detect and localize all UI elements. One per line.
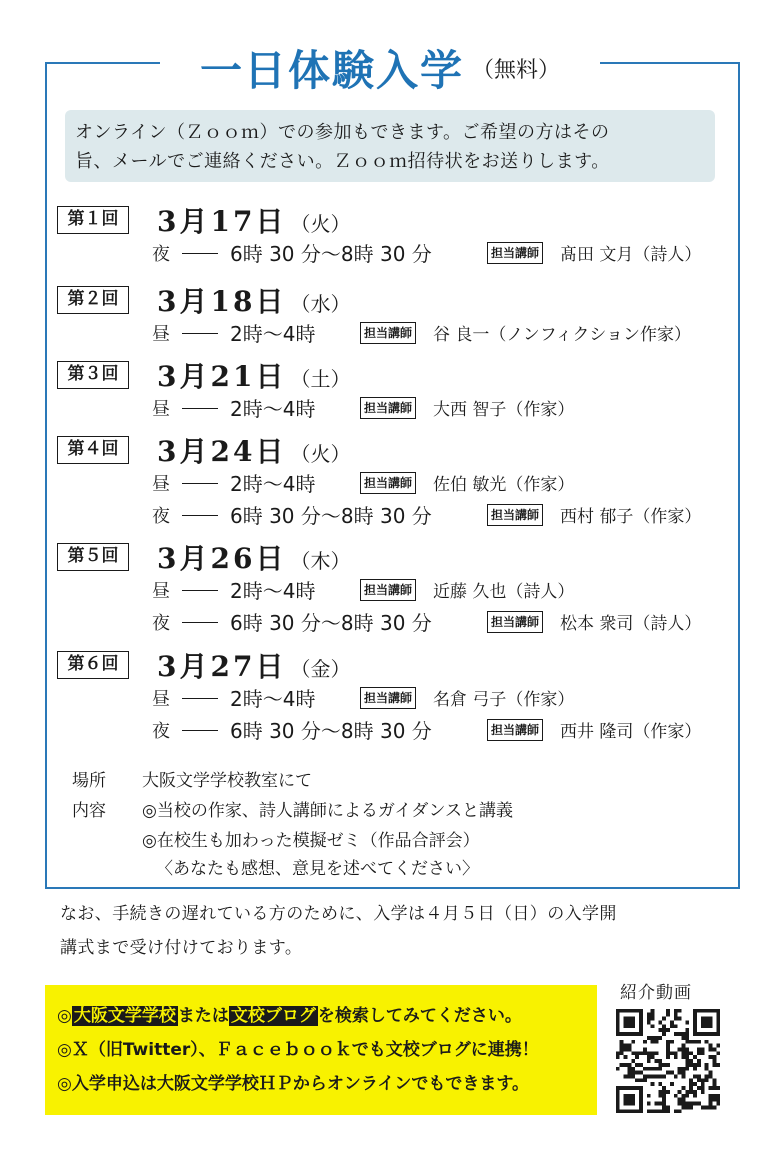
title-main: 一日体験入学 bbox=[199, 46, 464, 95]
session-item bbox=[57, 645, 737, 747]
notice-line-1: オンライン（Ｚｏｏｍ）での参加もできます。ご希望の方はその bbox=[75, 122, 610, 143]
notice-line-2: 旨、メールでご連絡ください。Ｚｏｏｍ招待状をお送りします。 bbox=[75, 151, 610, 172]
content-label: 内容 bbox=[72, 801, 106, 821]
session-weekday: （木） bbox=[290, 549, 351, 573]
time-dash bbox=[182, 698, 218, 699]
time-range: 6時 30 分〜8時 30 分 bbox=[230, 242, 432, 266]
time-period: 夜 bbox=[152, 721, 170, 742]
note-line-2: 講式まで受け付けております。 bbox=[60, 938, 303, 958]
lecturer-name: 谷 良一（ノンフィクション作家） bbox=[433, 325, 692, 345]
promo-line-2: ◎Ｘ（旧Twitter）、Ｆａｃｅｂｏｏｋでも文校ブログに連携！ bbox=[57, 1040, 539, 1060]
lecturer-name: 近藤 久也（詩人） bbox=[433, 582, 575, 602]
session-weekday: （火） bbox=[290, 442, 351, 466]
session-weekday: （水） bbox=[290, 292, 351, 316]
promo-suffix: を検索してみてください。 bbox=[317, 1006, 522, 1026]
qr-label: 紹介動画 bbox=[620, 983, 692, 1003]
session-time-row bbox=[57, 683, 737, 715]
time-dash bbox=[182, 590, 218, 591]
session-header bbox=[57, 537, 737, 575]
time-dash bbox=[182, 483, 218, 484]
session-weekday: （金） bbox=[290, 657, 351, 681]
lecturer-name: 佐伯 敏光（作家） bbox=[433, 475, 575, 495]
session-weekday: （火） bbox=[290, 212, 351, 236]
session-item bbox=[57, 280, 737, 350]
lecturer-name: 大西 智子（作家） bbox=[433, 400, 575, 420]
time-dash bbox=[182, 515, 218, 516]
session-date bbox=[157, 645, 350, 685]
promo-connector: または bbox=[177, 1006, 229, 1026]
time-range: 2時〜4時 bbox=[230, 472, 316, 496]
time-period: 昼 bbox=[152, 324, 170, 345]
lecturer-name: 松本 衆司（詩人） bbox=[560, 614, 702, 634]
session-date bbox=[157, 280, 350, 320]
session-date-text: 3月24日 bbox=[157, 435, 287, 468]
lecturer-tag: 担当講師 bbox=[360, 687, 416, 709]
time-period: 昼 bbox=[152, 399, 170, 420]
promo-bullet: ◎ bbox=[57, 1006, 72, 1026]
session-date-text: 3月26日 bbox=[157, 542, 287, 575]
session-time-row bbox=[57, 500, 737, 532]
time-period: 昼 bbox=[152, 689, 170, 710]
time-range: 6時 30 分〜8時 30 分 bbox=[230, 504, 432, 528]
session-item bbox=[57, 355, 737, 425]
lecturer-tag: 担当講師 bbox=[487, 719, 543, 741]
session-time-row bbox=[57, 575, 737, 607]
session-number-badge: 第４回 bbox=[57, 436, 129, 464]
lecturer-tag: 担当講師 bbox=[360, 322, 416, 344]
content-line-1: ◎当校の作家、詩人講師によるガイダンスと講義 bbox=[142, 801, 513, 821]
lecturer-name: 西村 郁子（作家） bbox=[560, 507, 702, 527]
session-number-badge: 第２回 bbox=[57, 286, 129, 314]
promo-box bbox=[45, 985, 597, 1115]
time-period: 夜 bbox=[152, 613, 170, 634]
session-date-text: 3月17日 bbox=[157, 205, 287, 238]
session-header bbox=[57, 645, 737, 683]
session-number-badge: 第５回 bbox=[57, 543, 129, 571]
session-time-row bbox=[57, 468, 737, 500]
time-range: 6時 30 分〜8時 30 分 bbox=[230, 719, 432, 743]
qr-code-icon[interactable] bbox=[612, 1005, 724, 1121]
time-dash bbox=[182, 730, 218, 731]
search-term-blog: 文校ブログ bbox=[230, 1006, 316, 1026]
session-header bbox=[57, 200, 737, 238]
time-range: 2時〜4時 bbox=[230, 579, 316, 603]
lecturer-tag: 担当講師 bbox=[487, 242, 543, 264]
event-info bbox=[72, 766, 732, 884]
promo-line-3: ◎入学申込は大阪文学学校ＨＰからオンラインでもできます。 bbox=[57, 1074, 529, 1094]
session-date-text: 3月27日 bbox=[157, 650, 287, 683]
time-period: 昼 bbox=[152, 474, 170, 495]
content-line-2: ◎在校生も加わった模擬ゼミ（作品合評会） bbox=[142, 831, 480, 851]
time-dash bbox=[182, 333, 218, 334]
session-item bbox=[57, 200, 737, 270]
time-dash bbox=[182, 622, 218, 623]
time-range: 6時 30 分〜8時 30 分 bbox=[230, 611, 432, 635]
session-header bbox=[57, 280, 737, 318]
session-header bbox=[57, 430, 737, 468]
session-date bbox=[157, 430, 350, 470]
session-time-row bbox=[57, 318, 737, 350]
session-date bbox=[157, 537, 350, 577]
session-item bbox=[57, 430, 737, 532]
lecturer-name: 名倉 弓子（作家） bbox=[433, 690, 575, 710]
session-number-badge: 第３回 bbox=[57, 361, 129, 389]
session-number-badge: 第１回 bbox=[57, 206, 129, 234]
session-item bbox=[57, 537, 737, 639]
content-line-3: 〈あなたも感想、意見を述べてください〉 bbox=[156, 859, 479, 879]
session-date-text: 3月18日 bbox=[157, 285, 287, 318]
lecturer-tag: 担当講師 bbox=[487, 611, 543, 633]
title-sub: （無料） bbox=[472, 57, 561, 83]
time-period: 昼 bbox=[152, 581, 170, 602]
time-dash bbox=[182, 408, 218, 409]
time-range: 2時〜4時 bbox=[230, 322, 316, 346]
lecturer-tag: 担当講師 bbox=[360, 472, 416, 494]
time-period: 夜 bbox=[152, 506, 170, 527]
time-period: 夜 bbox=[152, 244, 170, 265]
time-range: 2時〜4時 bbox=[230, 397, 316, 421]
session-time-row bbox=[57, 393, 737, 425]
lecturer-name: 髙田 文月（詩人） bbox=[560, 245, 702, 265]
place-value: 大阪文学学校教室にて bbox=[142, 771, 312, 791]
time-dash bbox=[182, 253, 218, 254]
session-date bbox=[157, 355, 350, 395]
session-date-text: 3月21日 bbox=[157, 360, 287, 393]
session-number-badge: 第６回 bbox=[57, 651, 129, 679]
time-range: 2時〜4時 bbox=[230, 687, 316, 711]
note-line-1: なお、手続きの遅れている方のために、入学は４月５日（日）の入学開 bbox=[60, 904, 617, 924]
promo-line-1 bbox=[57, 999, 597, 1033]
lecturer-tag: 担当講師 bbox=[360, 579, 416, 601]
place-label: 場所 bbox=[72, 771, 106, 791]
search-term-school: 大阪文学学校 bbox=[73, 1006, 176, 1026]
session-header bbox=[57, 355, 737, 393]
session-date bbox=[157, 200, 350, 240]
session-time-row bbox=[57, 238, 737, 270]
lecturer-tag: 担当講師 bbox=[360, 397, 416, 419]
lecturer-tag: 担当講師 bbox=[487, 504, 543, 526]
qr-code-graphic bbox=[612, 1005, 724, 1117]
session-time-row bbox=[57, 607, 737, 639]
page-title bbox=[160, 38, 600, 95]
online-notice bbox=[65, 110, 715, 182]
session-weekday: （土） bbox=[290, 367, 351, 391]
session-time-row bbox=[57, 715, 737, 747]
lecturer-name: 西井 隆司（作家） bbox=[560, 722, 702, 742]
late-application-note bbox=[60, 897, 740, 965]
